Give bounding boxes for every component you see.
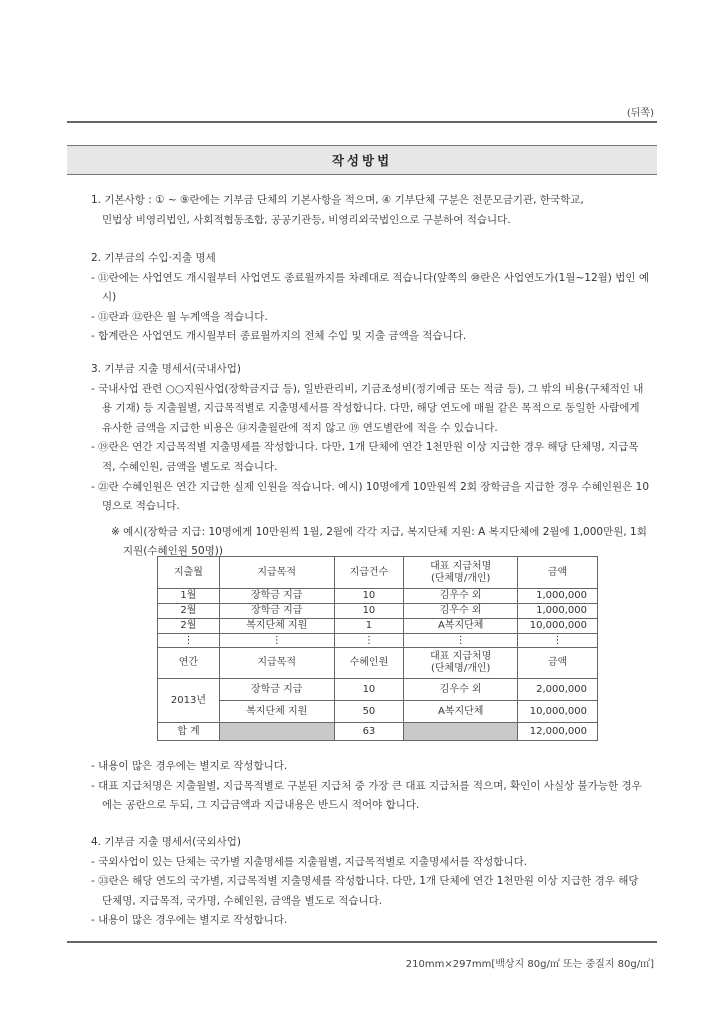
section-1-heading: 1. 기본사항 : ① ~ ⑨란에는 기부금 단체의 기본사항을 적으며, ④ 기부단체 구분은 전문모금기관, 한국학교, xyxy=(91,194,584,206)
table-cell: A복지단체 xyxy=(404,701,518,723)
table-row xyxy=(158,679,598,701)
table-row xyxy=(158,604,598,619)
table-header-cell: 지출월 xyxy=(158,557,220,589)
table-cell: ⋮ xyxy=(219,634,334,648)
table-cell: 10 xyxy=(334,679,404,701)
table-row xyxy=(158,619,598,634)
table-row xyxy=(158,589,598,604)
table-cell: 10 xyxy=(334,589,404,604)
section-4 xyxy=(91,833,651,931)
bottom-rule xyxy=(67,941,657,943)
section-4-item: - ㉝란은 해당 연도의 국가별, 지급목적별 지출명세를 작성합니다. 다만, 1개 단체에 연간 1천만원 이상 지급한 경우 해당 단체명, 지급목적, 국가명, 수혜인원, 금액을 별도로 적습니다. xyxy=(91,875,639,907)
table-header-cell: 대표 지급처명 (단체명/개인) xyxy=(404,648,518,679)
table-cell: ⋮ xyxy=(404,634,518,648)
table-cell-year: 2013년 xyxy=(158,679,220,723)
section-3 xyxy=(91,360,651,562)
top-rule xyxy=(67,121,657,123)
table-header-cell: 금액 xyxy=(518,648,598,679)
table-header-row xyxy=(158,557,598,589)
table-cell: 1,000,000 xyxy=(518,604,598,619)
table-cell: 50 xyxy=(334,701,404,723)
table-cell: ⋮ xyxy=(518,634,598,648)
section-3-item: - ㉑란 수혜인원은 연간 지급한 실제 인원을 적습니다. 예시) 10명에게 10만원씩 2회 장학금을 지급한 경우 수혜인원은 10명으로 적습니다. xyxy=(91,480,650,513)
table-cell: 복지단체 지원 xyxy=(219,701,334,723)
section-2-item: - 합계란은 사업연도 개시월부터 종료월까지의 전체 수입 및 지출 금액을 적습니다. xyxy=(91,330,467,343)
section-3-notes xyxy=(91,757,651,816)
section-3-item: - 국내사업 관련 ○○지원사업(장학금지급 등), 일반관리비, 기금조성비(정기예금 또는 적금 등), 그 밖의 비용(구체적인 내용 기재) 등 지출월별, 지급목적별로 지출명세서를 작성합니다. 다만, 해당 연도에 매월 같은 목적으로 동일한 사람에게 유사한 금액을 지급한 비용은 ⑭지출월란에 적지 않고 ⑲ 연도별란에 적을 수 있습니다. xyxy=(91,382,644,434)
table-total-row xyxy=(158,723,598,741)
table-cell: 2,000,000 xyxy=(518,679,598,701)
table-shaded-cell xyxy=(219,723,334,741)
table-header-cell: 연간 xyxy=(158,648,220,679)
table-row xyxy=(158,634,598,648)
table-cell: 1월 xyxy=(158,589,220,604)
table-cell: 장학금 지급 xyxy=(219,589,334,604)
section-3-item: - 대표 지급처명은 지출월별, 지급목적별로 구분된 지급처 중 가장 큰 대표 지급처를 적으며, 확인이 사실상 불가능한 경우에는 공란으로 두되, 그 지급금액과 지급내용은 반드시 적어야 합니다. xyxy=(91,779,642,812)
table-cell: 10,000,000 xyxy=(518,701,598,723)
table-cell: ⋮ xyxy=(334,634,404,648)
section-2 xyxy=(91,249,651,347)
section-4-item: - 국외사업이 있는 단체는 국가별 지출명세를 지출월별, 지급목적별로 지출명세서를 작성합니다. xyxy=(91,855,528,868)
table-shaded-cell xyxy=(404,723,518,741)
page-title: 작성방법 xyxy=(331,153,393,168)
table-cell: 김우수 외 xyxy=(404,589,518,604)
table-header-cell: 지급건수 xyxy=(334,557,404,589)
table-cell: 2월 xyxy=(158,619,220,634)
table-total-label: 합 계 xyxy=(158,723,220,741)
section-2-item: - ⑪란에는 사업연도 개시월부터 사업연도 종료월까지를 차례대로 적습니다(앞쪽의 ⑩란은 사업연도가(1월~12월) 법인 예시) xyxy=(91,271,649,304)
example-note: ※ 예시(장학금 지급: 10명에게 10만원씩 1월, 2월에 각각 지급, 복지단체 지원: A 복지단체에 2월에 1,000만원, 1회 지원(수혜인원 50명)) xyxy=(111,525,647,558)
table-header-cell: 지급목적 xyxy=(219,557,334,589)
table-total-amount: 12,000,000 xyxy=(518,723,598,741)
table-cell: 2월 xyxy=(158,604,220,619)
section-4-heading: 4. 기부금 지출 명세서(국외사업) xyxy=(91,836,241,848)
table-cell: ⋮ xyxy=(158,634,220,648)
example-table xyxy=(157,556,598,741)
table-cell: 장학금 지급 xyxy=(219,604,334,619)
table-cell: 김우수 외 xyxy=(404,679,518,701)
section-1-continuation: 민법상 비영리법인, 사회적협동조합, 공공기관등, 비영리외국법인으로 구분하여 적습니다. xyxy=(102,213,511,226)
section-3-item: - ⑲란은 연간 지급목적별 지출명세를 작성합니다. 다만, 1개 단체에 연간 1천만원 이상 지급한 경우 해당 단체명, 지급목적, 수혜인원, 금액을 별도로 적습니다. xyxy=(91,441,639,473)
table-header-cell: 금액 xyxy=(518,557,598,589)
table-header-cell: 수혜인원 xyxy=(334,648,404,679)
section-2-heading: 2. 기부금의 수입·지출 명세 xyxy=(91,252,216,264)
table-header-cell: 지급목적 xyxy=(219,648,334,679)
table-row xyxy=(158,701,598,723)
page-side-label: (뒤쪽) xyxy=(626,108,654,119)
table-cell: 장학금 지급 xyxy=(219,679,334,701)
table-cell: A복지단체 xyxy=(404,619,518,634)
table-cell: 1,000,000 xyxy=(518,589,598,604)
table-header-cell: 대표 지급처명 (단체명/개인) xyxy=(404,557,518,589)
section-2-item: - ⑪란과 ⑫란은 월 누계액을 적습니다. xyxy=(91,310,268,323)
section-1 xyxy=(91,191,651,230)
table-cell: 복지단체 지원 xyxy=(219,619,334,634)
section-3-item: - 내용이 많은 경우에는 별지로 작성합니다. xyxy=(91,760,288,772)
section-title-bar xyxy=(67,145,657,175)
table-cell: 10 xyxy=(334,604,404,619)
section-4-item: - 내용이 많은 경우에는 별지로 작성합니다. xyxy=(91,914,288,927)
table-header-row xyxy=(158,648,598,679)
table-cell: 1 xyxy=(334,619,404,634)
paper-spec-footer: 210mm×297mm[백상지 80g/㎡ 또는 중질지 80g/㎡] xyxy=(405,959,654,970)
table-total-count: 63 xyxy=(334,723,404,741)
section-3-heading: 3. 기부금 지출 명세서(국내사업) xyxy=(91,363,241,375)
table-cell: 김우수 외 xyxy=(404,604,518,619)
table-cell: 10,000,000 xyxy=(518,619,598,634)
